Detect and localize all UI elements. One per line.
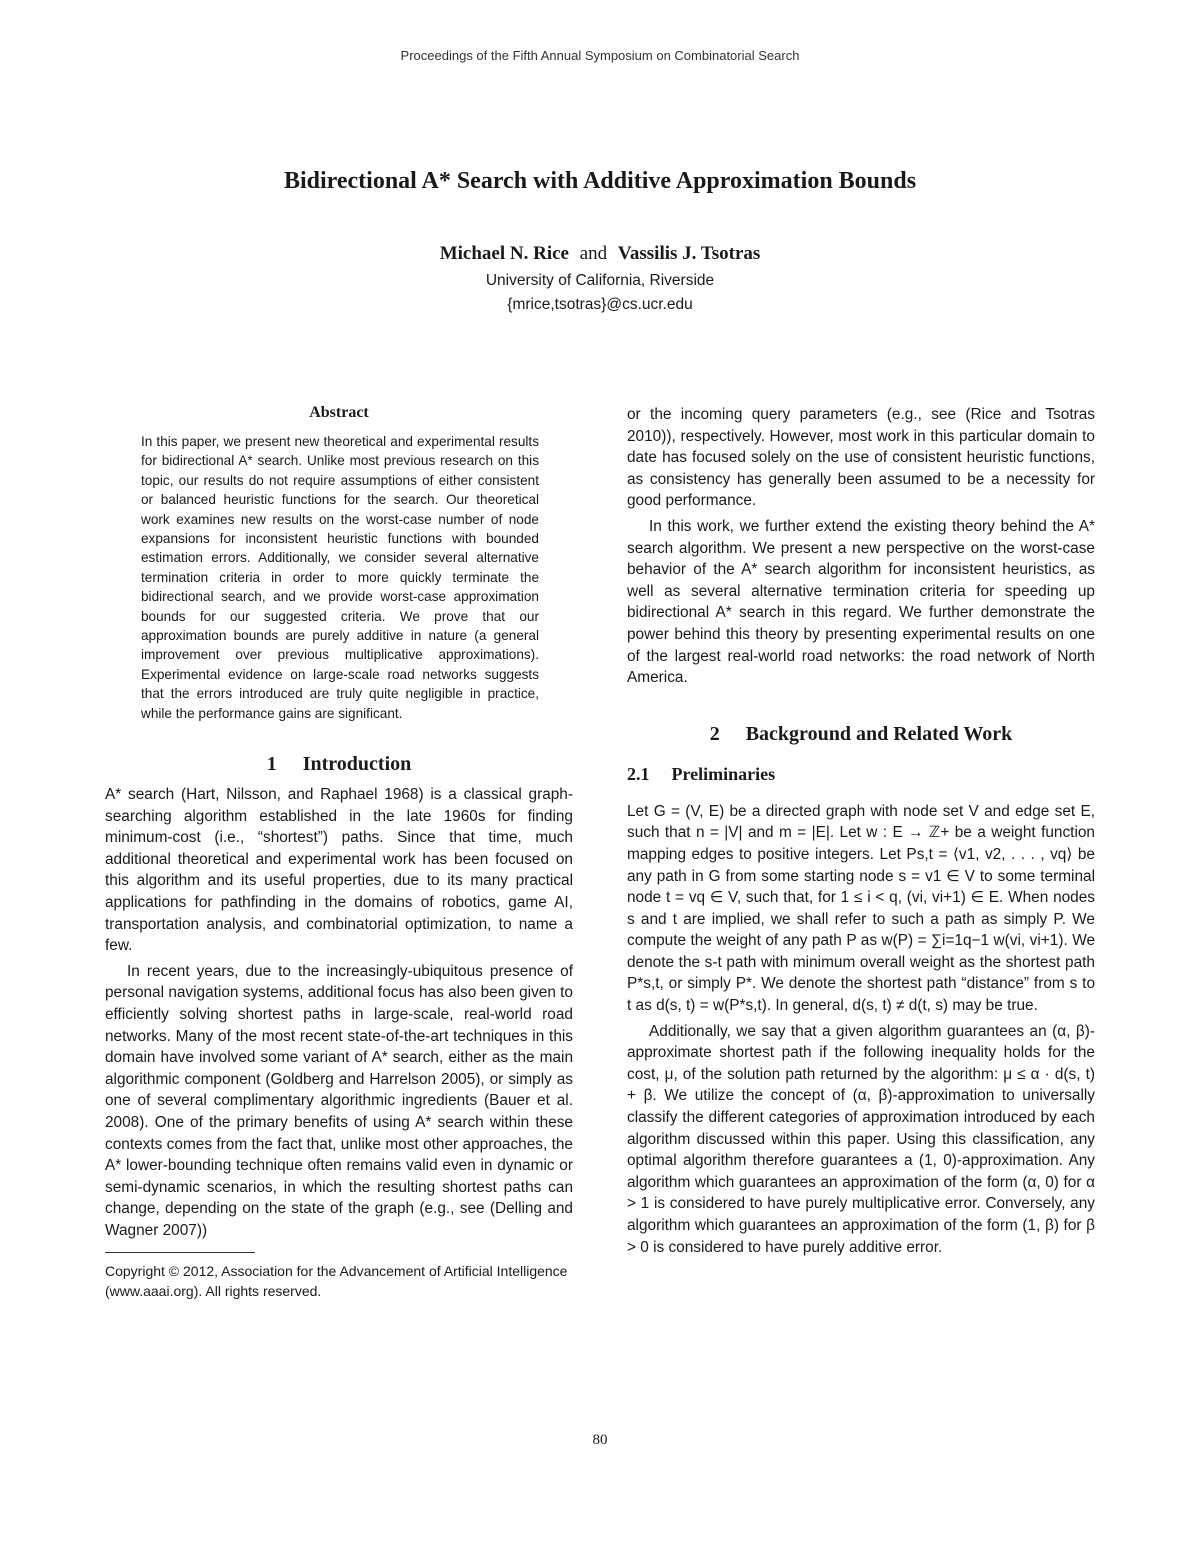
author-email: {mrice,tsotras}@cs.ucr.edu [507, 296, 693, 313]
preliminaries-paragraph-1: Let G = (V, E) be a directed graph with node set V and edge set E, such that n = |V| and m = |E|. Let w : E → ℤ+ be a weight function mapping edges to positive integers. Let Ps,t = ⟨v1, v2, . . . , vq⟩ be any path in G from some starting node s = v1 ∈ V to some terminal node t = vq ∈ V, such that, for 1 ≤ i < q, (vi, vi+1) ∈ E. When nodes s and t are implied, we shall refer to such a path as simply P. We compute the weight of any path P as w(P) = ∑i=1q−1 w(vi, vi+1). We denote the s-t path with minimum overall weight as the shortest path P*s,t, or simply P*. We denote the shortest path “distance” from s to t as d(s, t) = w(P*s,t). In general, d(s, t) ≠ d(t, s) may be true. [627, 802, 1095, 1015]
right-column [627, 404, 1095, 1258]
section-background-heading [627, 723, 1095, 746]
author-1: Michael N. Rice [439, 243, 569, 264]
right-paragraph-2: In this work, we further extend the existing theory behind the A* search algorithm. We present a new perspective on the worst-case behavior of the A* search algorithm for inconsistent heuristics, as well as several alternative termination criteria for speeding up bidirectional A* search in this regard. We further demonstrate the power behind this theory by presenting experimental results on one of the largest real-world road networks: the road network of North America. [627, 517, 1095, 687]
copyright-footnote: Copyright © 2012, Association for the Advancement of Artificial Intelligence (www.aaai.org). All rights reserved. [105, 1262, 568, 1299]
preliminaries-paragraph-2: Additionally, we say that a given algorithm guarantees an (α, β)-approximate shortest path if the following inequality holds for the cost, μ, of the solution path returned by the algorithm: μ ≤ α · d(s, t) + β. We utilize the concept of (α, β)-approximation to universally classify the different categories of approximation introduced by each algorithm discussed within this paper. Using this classification, any optimal algorithm therefore guarantees a (1, 0)-approximation. Any algorithm which guarantees an approximation of the form (α, 0) for α > 1 is considered to have purely multiplicative error. Conversely, any algorithm which guarantees an approximation of the form (1, β) for β > 0 is considered to have purely additive error. [627, 1022, 1095, 1256]
abstract-text: In this paper, we present new theoretical and experimental results for bidirectional A* search. Unlike most previous research on this topic, our results do not require assumptions of either consistent or balanced heuristic functions for the search. Our theoretical work examines new results on the worst-case number of node expansions for inconsistent heuristic functions with bounded estimation errors. Additionally, we consider several alternative termination criteria in order to more quickly terminate the bidirectional search, and we provide worst-case approximation bounds for our suggested criteria. We prove that our approximation bounds are purely additive in nature (a general improvement over previous multiplicative approximations). Experimental evidence on large-scale road networks suggests that the errors introduced are truly quite negligible in practice, while the performance gains are significant. [141, 434, 539, 721]
paper-title: Bidirectional A* Search with Additive Approximation Bounds [283, 168, 917, 194]
section-introduction-heading [105, 753, 573, 776]
section-title: Background and Related Work [745, 722, 1013, 745]
page-number: 80 [592, 1432, 608, 1448]
abstract-heading: Abstract [309, 404, 369, 421]
subsection-preliminaries-heading [627, 764, 1095, 785]
footnote-divider [105, 1252, 255, 1253]
author-2: Vassilis J. Tsotras [617, 243, 761, 264]
section-number: 1 [266, 753, 277, 776]
section-number: 2 [709, 722, 720, 745]
subsection-title: Preliminaries [671, 763, 776, 784]
subsection-number: 2.1 [627, 763, 650, 784]
right-paragraph-1: or the incoming query parameters (e.g., see (Rice and Tsotras 2010)), respectively. However, most work in this particular domain to date has focused solely on the use of consistent heuristic functions, as consistency has generally been assumed to be a necessity for good performance. [627, 406, 1095, 510]
intro-paragraph-1: A* search (Hart, Nilsson, and Raphael 1968) is a classical graph-searching algorithm established in the late 1960s for finding minimum-cost (i.e., “shortest”) paths. Since that time, much additional theoretical and experimental work has been focused on this algorithm and its useful properties, due to its many practical applications for pathfinding in the domains of robotics, game AI, transportation analysis, and combinatorial optimization, to name a few. [105, 786, 573, 955]
author-line [0, 243, 1200, 265]
author-conjunction: and [579, 243, 608, 264]
proceedings-header: Proceedings of the Fifth Annual Symposium on Combinatorial Search [400, 48, 800, 63]
intro-paragraph-2: In recent years, due to the increasingly-ubiquitous presence of personal navigation systems, additional focus has also been given to efficiently solving shortest paths in large-scale, real-world road networks. Many of the most recent state-of-the-art techniques in this domain have involved some variant of A* search, either as the main algorithmic component (Goldberg and Harrelson 2005), or simply as one of several complimentary algorithmic ingredients (Bauer et al. 2008). One of the primary benefits of using A* search within these contexts comes from the fact that, unlike most other approaches, the A* lower-bounding technique often remains valid even in dynamic or semi-dynamic scenarios, in which the resulting shortest paths can change, depending on the state of the graph (e.g., see (Delling and Wagner 2007)) [105, 962, 573, 1239]
section-title: Introduction [302, 753, 412, 776]
affiliation: University of California, Riverside [485, 272, 715, 289]
left-column [105, 404, 573, 1301]
